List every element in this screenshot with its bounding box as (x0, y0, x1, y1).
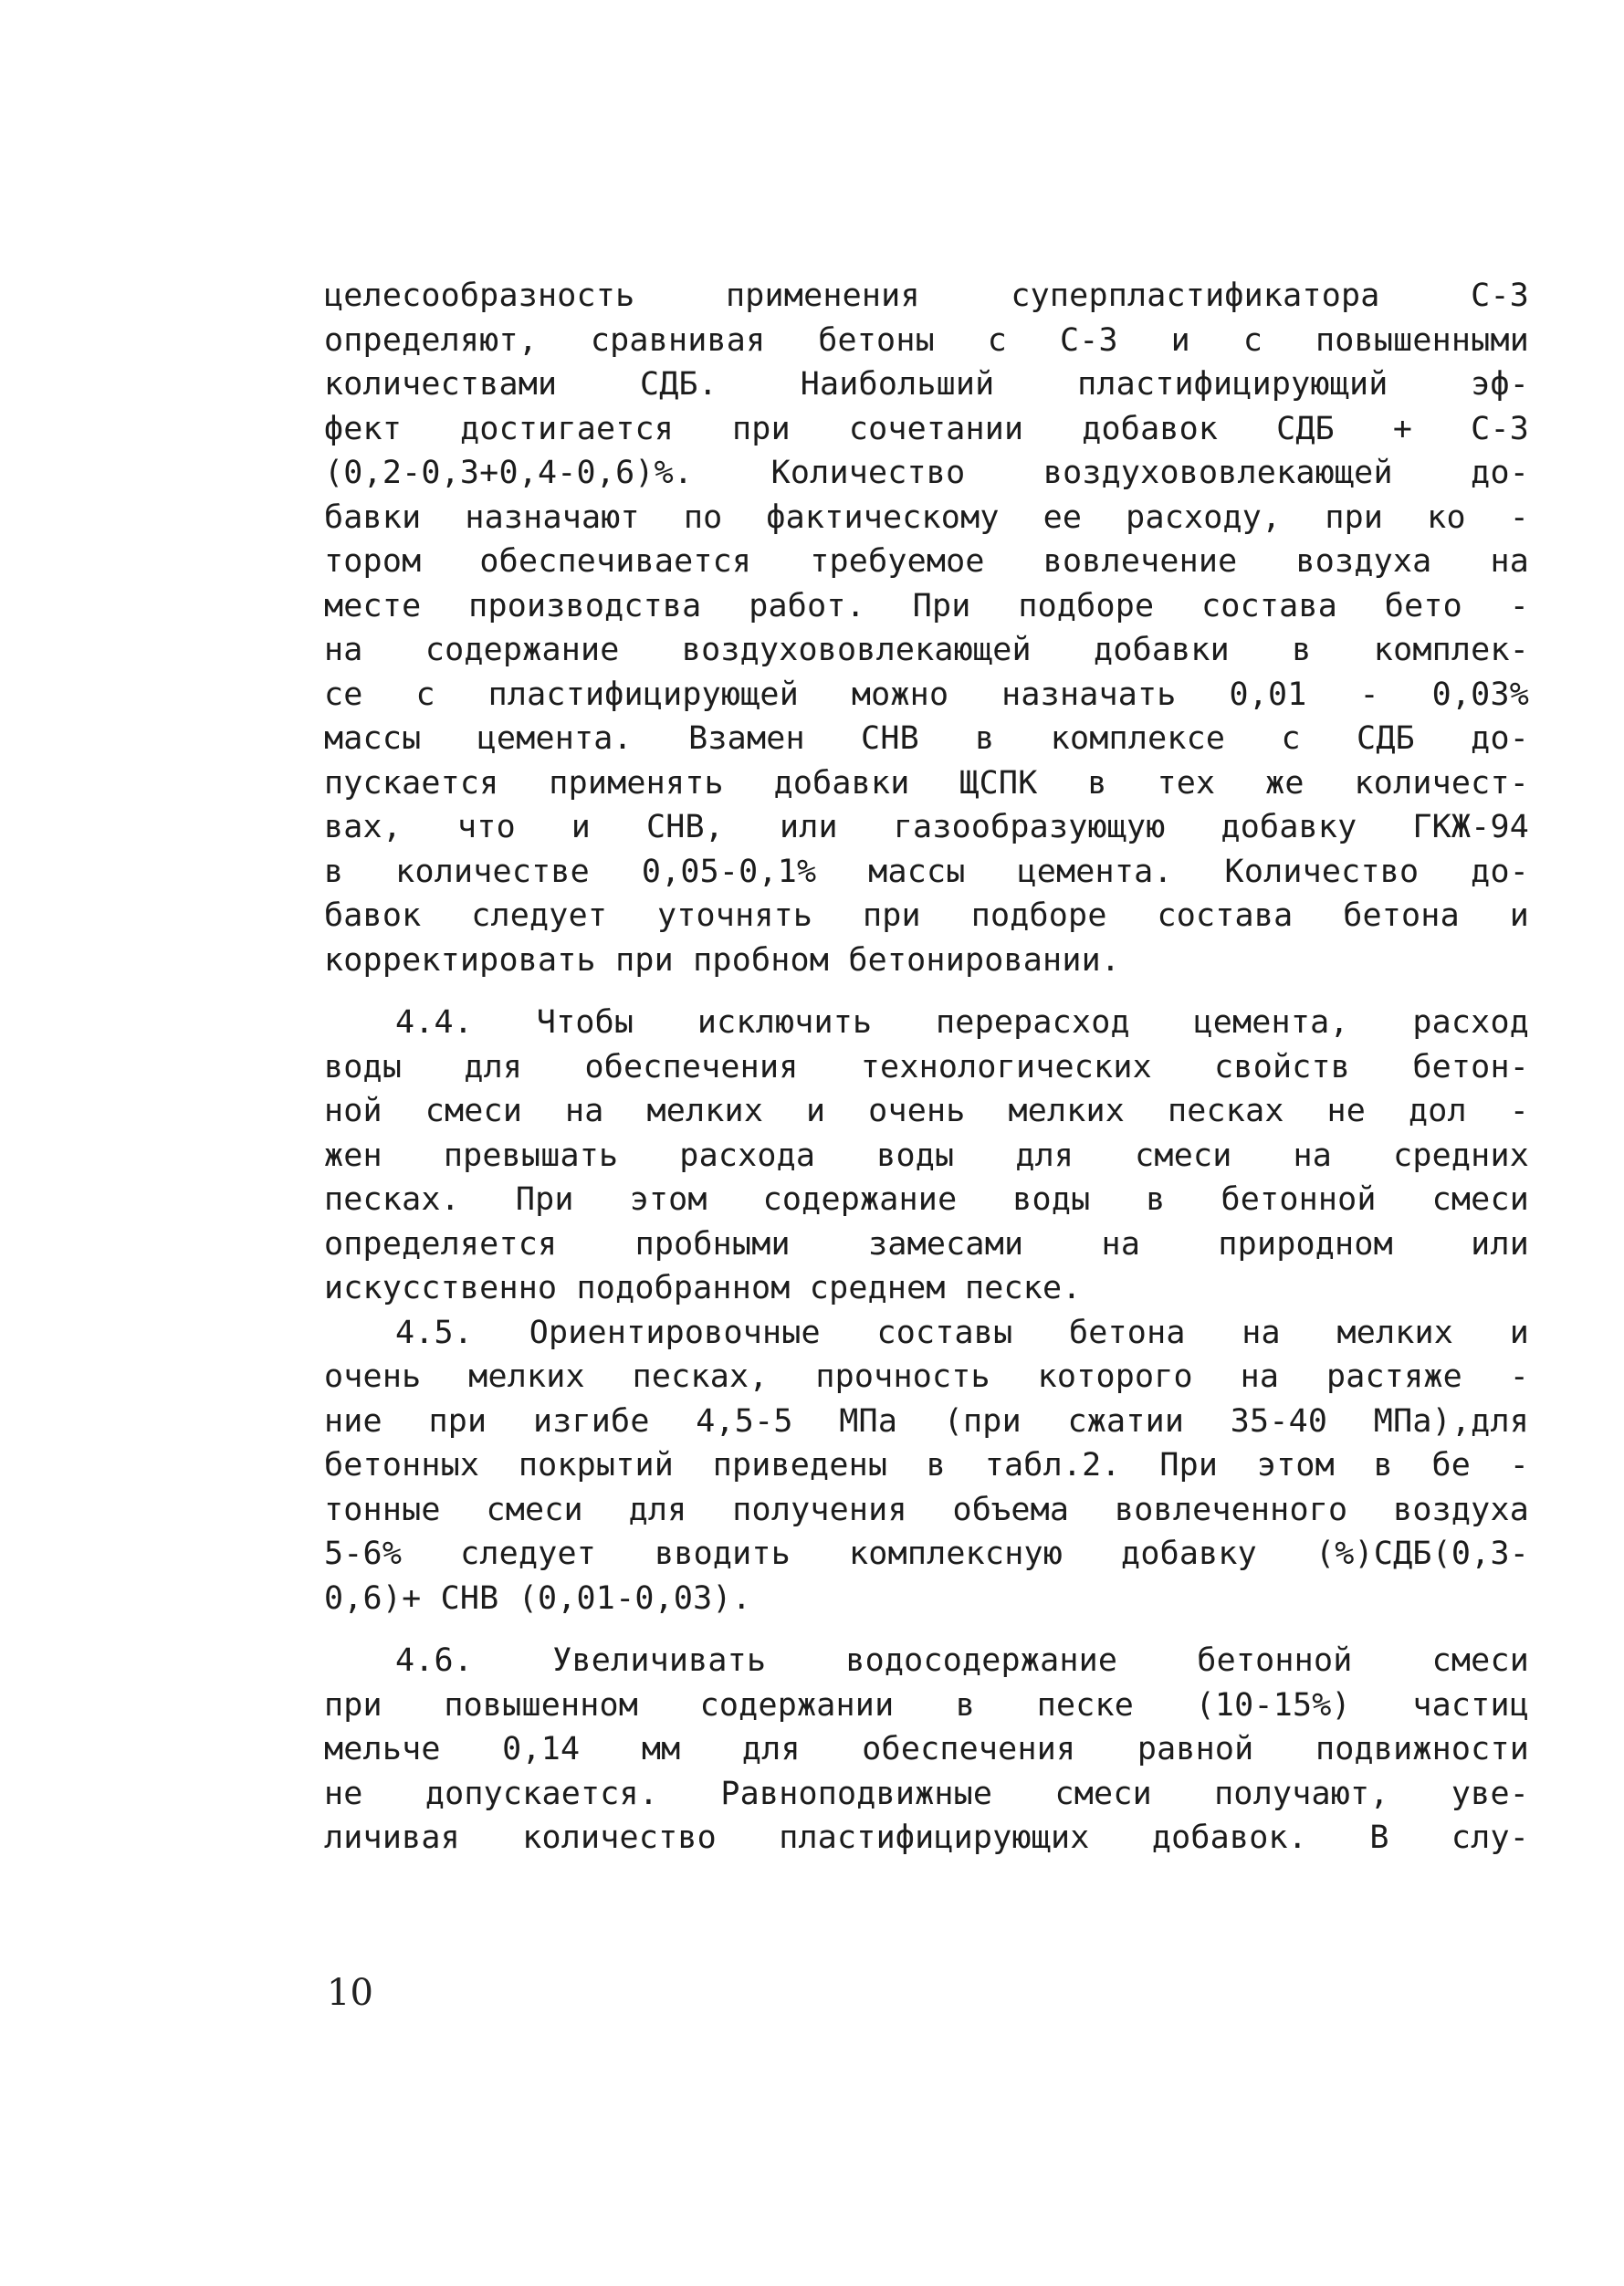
text-line: 4.5. Ориентировочные составы бетона на мелких и (395, 1314, 1529, 1351)
text-line: тонные смеси для получения объема вовлеченного воздуха (324, 1491, 1529, 1528)
text-line: при повышенном содержании в песке (10-15%) частиц (324, 1686, 1529, 1724)
paragraph-4-5 (324, 1311, 1529, 1621)
paragraph-4-4 (324, 1001, 1529, 1311)
text-line: 4.6. Увеличивать водосодержание бетонной смеси (395, 1642, 1529, 1679)
text-line: количествами СДБ. Наибольший пластифицирующий эф- (324, 366, 1529, 403)
body-text (324, 274, 1529, 1861)
text-line: фект достигается при сочетании добавок СДБ + С-3 (324, 410, 1529, 447)
text-line: корректировать при пробном бетонировании. (324, 941, 1121, 979)
text-line: воды для обеспечения технологических свойств бетон- (324, 1048, 1529, 1085)
text-line: искусственно подобранном среднем песке. (324, 1270, 1082, 1306)
text-line: (0,2-0,3+0,4-0,6)%. Количество воздухововлекающей до- (324, 455, 1529, 491)
text-line: жен превышать расхода воды для смеси на средних (324, 1137, 1529, 1174)
text-line: определяется пробными замесами на природном или (324, 1225, 1529, 1263)
text-line: месте производства работ. При подборе состава бето - (324, 587, 1529, 624)
text-line: мельче 0,14 мм для обеспечения равной подвижности (324, 1731, 1529, 1767)
text-line: ной смеси на мелких и очень мелких песках не дол - (324, 1093, 1529, 1129)
text-line: се с пластифицирующей можно назначать 0,01 - 0,03% (324, 676, 1529, 713)
text-line: целесообразность применения суперпластификатора С-3 (324, 278, 1529, 314)
text-line: определяют, сравнивая бетоны с С-3 и с повышенными (324, 321, 1529, 359)
text-line: массы цемента. Взамен СНВ в комплексе с СДБ до- (324, 720, 1529, 757)
paragraph-gap (324, 1620, 1529, 1639)
text-line: бавки назначают по фактическому ее расходу, при ко - (324, 498, 1529, 536)
text-line: 5-6% следует вводить комплексную добавку (%)СДБ(0,3- (324, 1536, 1529, 1572)
page-number: 10 (327, 1972, 373, 2014)
text-line: пускается применять добавки ЩСПК в тех же количест- (324, 764, 1529, 802)
text-line: бавок следует уточнять при подборе состава бетона и (324, 897, 1529, 934)
paragraph-gap (324, 982, 1529, 1001)
text-line: в количестве 0,05-0,1% массы цемента. Количество до- (324, 853, 1529, 890)
text-line: вах, что и СНВ, или газообразующую добавку ГКЖ-94 (324, 809, 1529, 845)
text-line: не допускается. Равноподвижные смеси получают, уве- (324, 1775, 1529, 1812)
paragraph-4-6 (324, 1639, 1529, 1861)
text-line: на содержание воздухововлекающей добавки в комплек- (324, 632, 1529, 668)
paragraph-continuation (324, 274, 1529, 982)
text-line: 0,6)+ СНВ (0,01-0,03). (324, 1579, 751, 1617)
text-line: песках. При этом содержание воды в бетонной смеси (324, 1181, 1529, 1218)
text-line: личивая количество пластифицирующих добавок. В слу- (324, 1819, 1529, 1856)
text-line: бетонных покрытий приведены в табл.2. При этом в бе - (324, 1447, 1529, 1484)
text-line: ние при изгибе 4,5-5 МПа (при сжатии 35-40 МПа),для (324, 1402, 1529, 1440)
text-line: очень мелких песках, прочность которого на растяже - (324, 1358, 1529, 1395)
text-line: тором обеспечивается требуемое вовлечение воздуха на (324, 543, 1529, 580)
text-line: 4.4. Чтобы исключить перерасход цемента, расход (395, 1004, 1529, 1041)
